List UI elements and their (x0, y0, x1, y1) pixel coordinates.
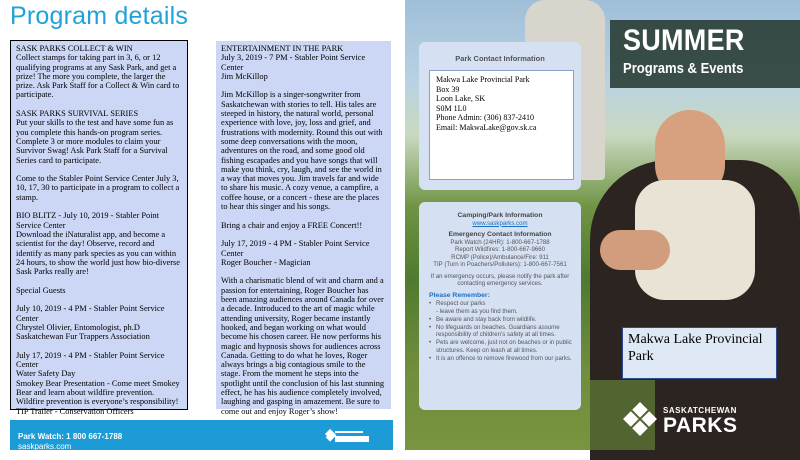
remember-item: • Pets are welcome, just not on beaches or in public structures. Keep on leash at all times. (429, 339, 575, 354)
report-wildfires-line: Report Wildfires: 1-800-667-9660 (454, 246, 546, 253)
please-remember-heading: Please Remember: (429, 291, 490, 299)
contact-park-name: Makwa Lake Provincial Park (436, 75, 530, 84)
contact-box-number: Box 39 (436, 84, 460, 94)
contact-email: Email: MakwaLake@gov.sk.ca (436, 122, 537, 132)
stamp-dates-section: Come to the Stabler Point Service Center July 3, 10, 17, 30 to participate in a program to collect a stamp. (16, 174, 180, 202)
contact-postal-code: S0M 1L0 (436, 103, 467, 113)
collect-win-section: SASK PARKS COLLECT & WIN Collect stamps for taking part in 3, 6, or 12 qualifying programs at any Sask Park, and get a prize! The more you complete, the larger the prize. Ask Park Staff for a Collect & Win card to participate. (16, 44, 180, 100)
logo-parks-text: PARKS (663, 414, 738, 437)
sask-parks-mark-icon (313, 426, 333, 446)
emergency-contact-heading: Emergency Contact Information (448, 231, 552, 238)
remember-list (429, 300, 575, 362)
contact-phone: Phone Admin: (306) 837-2410 (436, 113, 534, 123)
left-program-column (10, 40, 188, 416)
entertainment-heading: ENTERTAINMENT IN THE PARK July 3, 2019 - 7 PM - Stabler Point Service Center Jim McKillop (221, 44, 366, 81)
special-guests-heading: Special Guests (16, 285, 66, 295)
park-name-label: Makwa Lake Provincial Park (622, 327, 777, 379)
emergency-note: If an emergency occurs, please notify the park after contacting emergency services. (430, 272, 570, 287)
sask-parks-mark-icon (623, 402, 657, 436)
summer-title: SUMMER (623, 24, 745, 57)
summer-subtitle: Programs & Events (623, 60, 744, 77)
logo-saskatchewan-text: SASKATCHEWAN (663, 406, 737, 415)
saskatchewan-parks-logo (623, 398, 783, 442)
footer-logo-wordmark (335, 430, 369, 444)
park-watch-line: Park Watch (24HR): 1-800-667-1788 (450, 238, 550, 246)
park-watch-phone: Park Watch: 1 800 667-1788 (18, 432, 123, 441)
tip-line: TIP (Turn in Poachers/Polluters): 1-800-667-7561 (433, 261, 567, 268)
footer-sask-parks-logo (313, 426, 369, 448)
camping-info-heading: Camping/Park Information (457, 212, 543, 219)
emergency-info-panel (419, 202, 581, 410)
camping-info-link[interactable]: www.saskparks.com (472, 219, 528, 227)
remember-item: • No lifeguards on beaches. Guardians assume responsibility of children’s safety at all times. (429, 324, 575, 339)
park-contact-panel (419, 42, 581, 190)
remember-item: • Respect our parks - leave them as you find them. (429, 300, 575, 315)
entertainment-column (215, 40, 392, 416)
survival-series-section: SASK PARKS SURVIVAL SERIES Put your skills to the test and have some fun as you complete this hands-on program series. Complete 3 or more modules to claim your Survivor Swag! Ask Park Staff for a Survival Series card to participate. (16, 109, 174, 165)
footer-bar (10, 420, 393, 450)
remember-item: • It is an offence to remove firewood from our parks. (429, 355, 575, 363)
jim-mckillop-bio: Jim McKillop is a singer-songwriter from Saskatchewan with stories to tell. His tales are steeped in history, the natural world, personal experience with love, joy, loss and grief, and frustrations with modernity. Round this out with some deep conversations with the moon, adventures on the road, and some good old fishing escapades and you have songs that will make you think, cry, laugh, and see the world in a way that moves you. Jim travels far and wide to share his music. A cozy venue, a campfire, a coffee house, or a concert - these are the places to hear this singer and his songs. (221, 90, 383, 212)
roger-boucher-heading: July 17, 2019 - 4 PM - Stabler Point Service Center Roger Boucher - Magician (221, 239, 370, 267)
contact-town: Loon Lake, SK (436, 94, 486, 104)
bio-blitz-section: BIO BLITZ - July 10, 2019 - Stabler Point Service Center Download the iNaturalist app, and become a scientist for the day! Observe, record and identify as many park species as you can within 24 hours, to show the world just how bio-diverse Sask Parks really are! (16, 211, 180, 277)
park-contact-box (429, 70, 574, 180)
remember-item: • Be aware and stay back from wildlife. (429, 316, 575, 324)
footer-website-link[interactable]: saskparks.com (18, 442, 72, 451)
page-title: Program details (10, 2, 189, 30)
concert-note: Bring a chair and enjoy a FREE Concert!! (221, 220, 363, 230)
rcmp-line: RCMP (Police)/Ambulance/Fire: 911 (451, 253, 549, 261)
roger-boucher-bio: With a charismatic blend of wit and charm and a passion for entertaining, Roger Boucher has been amazing audiences around Canada for over a decade. Introduced to the art of magic while attending university, Roger became instantly hooked, and began working on what would become his chosen career. He now performs his magic and hypnosis shows for audiences across Canada. Getting to do what he loves, Roger always brings a big contagious smile to the stage. From the moment he steps into the spotlight until the conclusion of his last stunning effect, he has his audience completely involved, laughing and gasping in amazement. Be sure to come out and enjoy Roger’s show! (221, 276, 385, 416)
july-10-guests-section: July 10, 2019 - 4 PM - Stabler Point Service Center Chrystel Olivier, Entomologist, ph.D Saskatchewan Fur Trappers Association (16, 304, 165, 342)
park-contact-heading: Park Contact Information (455, 54, 545, 63)
july-17-water-safety-section: July 17, 2019 - 4 PM - Stabler Point Service Center Water Safety Day Smokey Bear Presentation - Come meet Smokey Bear and learn about wildfire prevention. Wildfire prevention is everyone’s responsibility! TIP Trailer - Conservation Officers (16, 350, 180, 416)
